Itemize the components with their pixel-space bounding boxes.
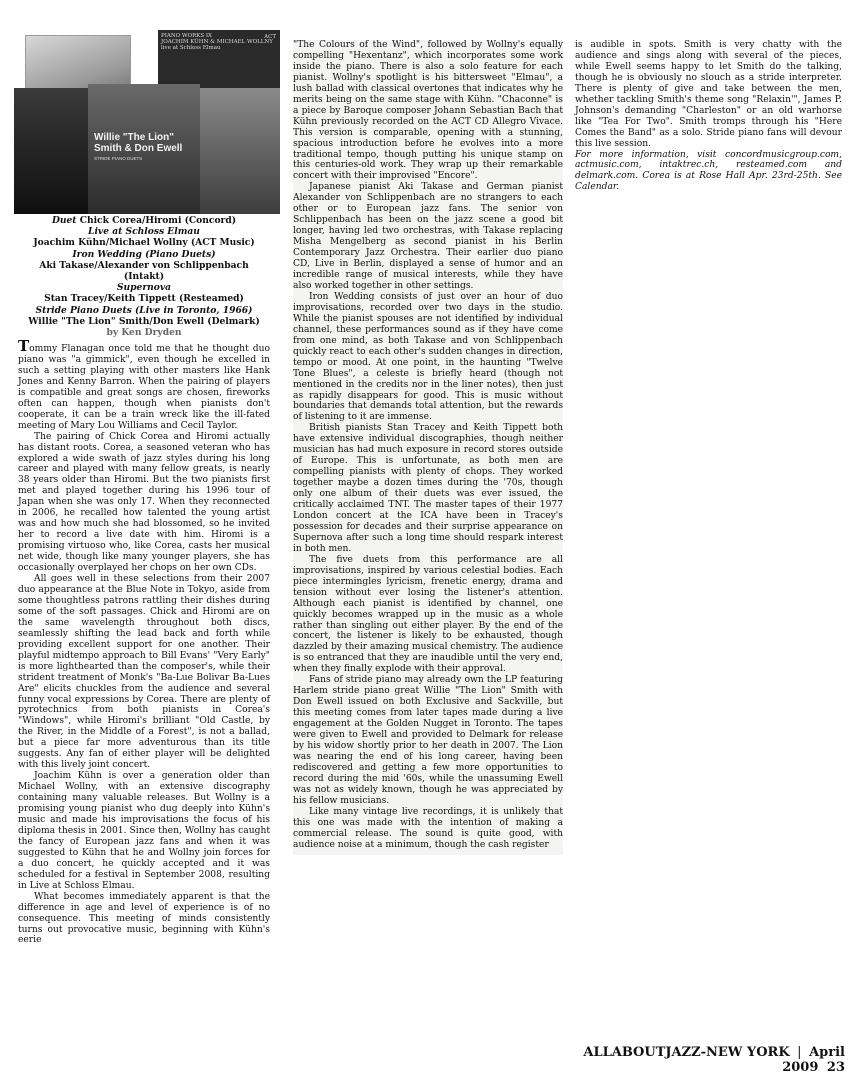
paragraph: Joachim Kühn is over a generation older than Michael Wollny, with an extensive discography containing many valuable releases. But Wollny is a promising young pianist who dug deeply into Kühn's music and made his improvisations the focus of his diploma thesis in 2001. Since then, Wollny has caught the fancy of European jazz fans and when it was suggested to Kühn that he and Wollny join forces for a duo concert, he quickly accepted and it was scheduled for a festival in September 2008, resulting in Live at Schloss Elmau.: [18, 771, 270, 891]
drop-cap: T: [18, 337, 30, 355]
album-covers: [14, 30, 280, 214]
article-column-1: [18, 337, 270, 946]
credit-line: Willie "The Lion" Smith/Don Ewell (Delmark): [28, 315, 260, 327]
credit-line: Stan Tracey/Keith Tippett (Resteamed): [44, 293, 244, 305]
paragraph: Japanese pianist Aki Takase and German pianist Alexander von Schlippenbach are no strangers to each other or to European jazz fans. The senior von Schlippenbach has been on the jazz scene a good bit longer, having led two orchestras, with Takase replacing Misha Mengelberg as second pianist in his Berlin Contemporary Jazz Orchestra. Their earlier duo piano CD, Live in Berlin, displayed a sense of humor and an incredible range of musical interests, while they have also worked together in other settings.: [293, 182, 563, 291]
album-cover-iron-wedding: [14, 88, 98, 214]
cover-title: PIANO WORKS IX: [161, 33, 212, 39]
paragraph: The five duets from this performance are all improvisations, inspired by various celestial bodies. Each piece intermingles lyricism, frenetic energy, drama and tension without ever losing the listener's attention. Although each pianist is identified by channel, one quickly becomes wrapped up in the music as a whole rather than singling out either player. By the end of the concert, the listener is likely to be exhausted, though dazzled by their amazing musical chemistry. The audience is so entranced that they are inaudible until the very end, when they finally explode with their approval.: [293, 554, 563, 675]
credit-line: Aki Takase/Alexander von Schlippenbach (Intakt): [39, 259, 249, 283]
more-information: For more information, visit concordmusicgroup.com, actmusic.com, intaktrec.ch, resteamed.com and delmark.com. Corea is at Rose Hall Apr. 23rd-25th. See Calendar.: [575, 149, 842, 193]
issue-date: April 2009: [782, 1045, 845, 1075]
footer-separator: |: [797, 1045, 802, 1060]
magazine-name: ALLABOUTJAZZ-NEW YORK: [583, 1045, 790, 1060]
paragraph: The pairing of Chick Corea and Hiromi actually has distant roots. Corea, a seasoned veteran who has explored a wide swath of jazz styles during his long career and played with many fellow greats, is nearly 38 years older than Hiromi. But the two pianists first met and played together during his 1996 tour of Japan when she was only 17. When they reconnected in 2006, he recalled how talented the young artist was and how much she had blossomed, so he invited her to record a live date with him. Hiromi is a promising virtuoso who, like Corea, casts her musical net wide, though like many younger players, she has occasionally overplayed her chops on her own CDs.: [18, 431, 270, 574]
paragraph: Tommy Flanagan once told me that he thought duo piano was "a gimmick", even though he excelled in such a setting playing with other masters like Hank Jones and Kenny Barron. When the pairing of players is compatible and great songs are chosen, fireworks often can happen, though when pianists don't cooperate, it can be a train wreck like the ill-fated meeting of Mary Lou Williams and Cecil Taylor.: [18, 337, 270, 431]
paragraph: Fans of stride piano may already own the LP featuring Harlem stride piano great Willie "The Lion" Smith with Don Ewell issued on both Exclusive and Sackville, but this meeting comes from later tapes made during a live engagement at the Golden Nugget in Toronto. The tapes were given to Ewell and provided to Delmark for release by his widow shortly prior to her death in 2007. The Lion was nearing the end of his long career, having been rediscovered and getting a few more opportunities to record during the mid '60s, while the unassuming Ewell was not as widely known, though he was appreciated by his fellow musicians.: [293, 675, 563, 806]
credit-line: Joachim Kühn/Michael Wollny (ACT Music): [33, 237, 255, 249]
cover-subtitle: live at Schloss Elmau: [161, 45, 221, 51]
credit-line: Stride Piano Duets (Live in Toronto, 1966): [35, 304, 253, 316]
credit-line: Supernova: [116, 282, 172, 294]
paragraph: What becomes immediately apparent is that the difference in age and level of experience is of no consequence. This meeting of minds consistently turns out provocative music, beginning with Kühn's eerie: [18, 891, 270, 946]
album-cover-supernova: [200, 88, 280, 214]
page-footer: [555, 1045, 845, 1075]
cover-lion-title: Willie "The Lion" Smith & Don Ewell: [94, 132, 183, 154]
album-credits: [18, 215, 270, 338]
credit-line: Live at Schloss Elmau: [88, 226, 200, 238]
credit-line: Duet Chick Corea/Hiromi (Concord): [51, 215, 237, 226]
cover-names: JOACHIM KÜHN & MICHAEL WOLLNY: [161, 39, 273, 45]
paragraph: All goes well in these selections from their 2007 duo appearance at the Blue Note in Tokyo, aside from some thoughtless patrons rattling their dishes during some of the soft passages. Chick and Hiromi are on the same wavelength throughout both discs, seamlessly shifting the lead back and forth while providing excellent support for one another. Their playful midtempo approach to Bill Evans' "Very Early" is more lighthearted than the composer's, while their strident treatment of Monk's "Ba-Lue Bolivar Ba-Lues Are" elicits chuckles from the audience and several funny vocal expressions by Corea. There are plenty of pyrotechnics from both pianists in Corea's "Windows", while Hiromi's brilliant "Old Castle, by the River, in the Middle of a Forest", is not a ballad, but a piece far more adventurous than its title suggests. Any fan of either player will be delighted with this lively joint concert.: [18, 574, 270, 771]
credit-line: Iron Wedding (Piano Duets): [72, 248, 216, 260]
page-number: 23: [826, 1060, 845, 1075]
cover-lion-subtitle: STRIDE PIANO DUETS: [94, 156, 143, 161]
article-column-2: [293, 40, 563, 855]
cover-label: ACT: [264, 34, 276, 40]
paragraph: Iron Wedding consists of just over an hour of duo improvisations, recorded over two days in the studio. While the pianist spouses are not identified by individual channel, these performances sound as if they have come from one mind, as both Takase and von Schlippenbach quickly react to each other's sudden changes in direction, tempo or mood. At one point, in the haunting "Twelve Tone Blues", a celeste is briefly heard (though not mentioned in the credits nor in the liner notes), then just as rapidly disappears for good. This is music without boundaries that demands total attention, but the rewards of listening to it are immense.: [293, 291, 563, 423]
paragraph: "The Colours of the Wind", followed by Wollny's equally compelling "Hexentanz", which incorporates some work inside the piano. There is also a solo feature for each pianist. Wollny's spotlight is his bittersweet "Elmau", a lush ballad with classical overtones that indicates why he merits being on the same stage with Kühn. "Chaconne" is a piece by Baroque composer Johann Sebastian Bach that Kühn previously recorded on the ACT CD Allegro Vivace. This version is comparable, opening with a stunning, spacious introduction before he evolves into a more traditional tempo, though putting his unique stamp on this centuries-old work. They wrap up their remarkable concert with their improvised "Encore".: [293, 40, 563, 182]
album-cover-stride-piano-duets: [88, 84, 200, 214]
paragraph: British pianists Stan Tracey and Keith Tippett both have extensive individual discographies, though neither musician has had much exposure in record stores outside of Europe. This is unfortunate, as both men are compelling pianists with plenty of chops. They worked together maybe a dozen times during the '70s, though only one album of their duets was ever issued, the critically acclaimed TNT. The master tapes of their 1977 London concert at the ICA have been in Tracey's possession for decades and their surprise appearance on Supernova after such a long time should respark interest in both men.: [293, 423, 563, 554]
byline: by Ken Dryden: [106, 327, 182, 339]
paragraph: is audible in spots. Smith is very chatty with the audience and sings along with several of the pieces, while Ewell seems happy to let Smith do the talking, though he is obviously no slouch as a stride interpreter. There is plenty of give and take between the men, whether tackling Smith's theme song "Relaxin'", James P. Johnson's demanding "Charleston" or an old warhorse like "Tea For Two". Smith tromps through his "Here Comes the Band" as a solo. Stride piano fans will devour this live session.: [575, 40, 842, 149]
article-column-3: [575, 40, 842, 193]
paragraph: Like many vintage live recordings, it is unlikely that this one was made with the intention of making a commercial release. The sound is quite good, with audience noise at a minimum, though the cash register: [293, 806, 563, 850]
